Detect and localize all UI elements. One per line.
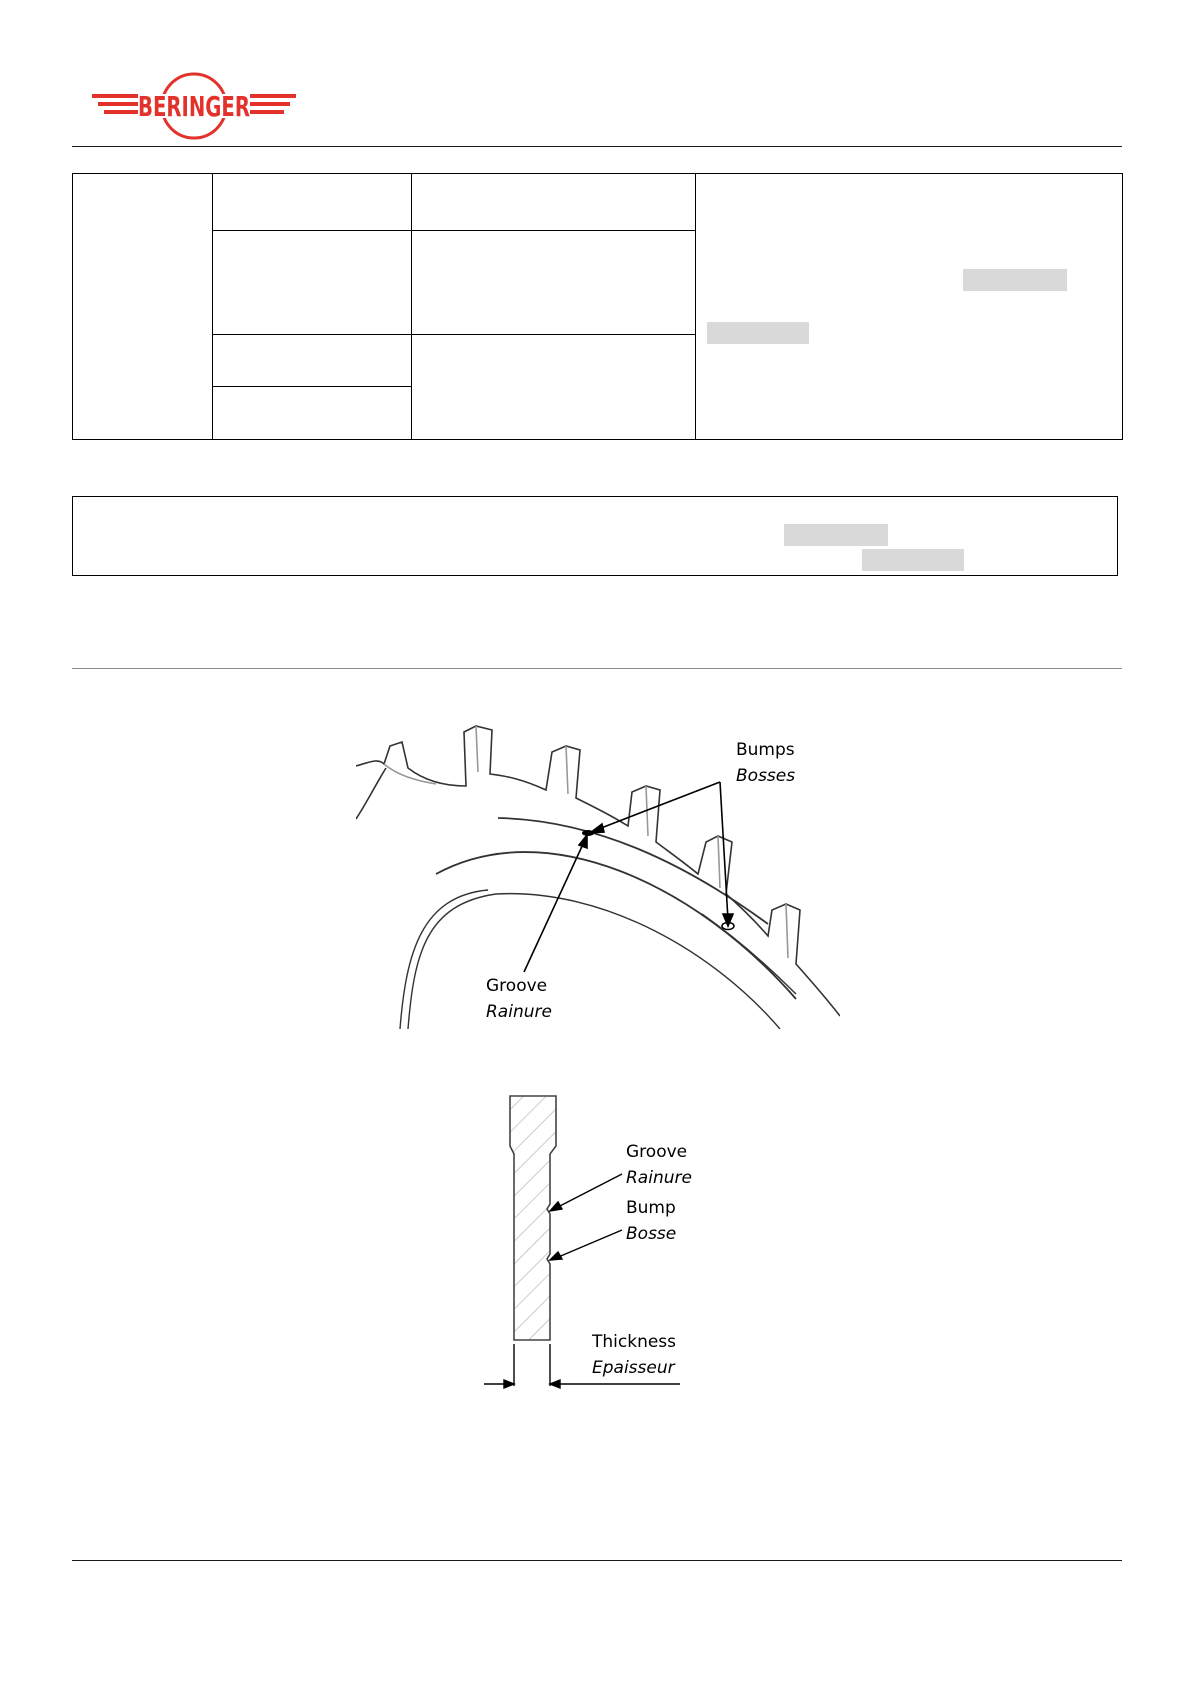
table-cell	[213, 387, 412, 440]
table-cell	[213, 335, 412, 387]
company-logo	[88, 70, 300, 142]
groove-label: Groove	[486, 976, 548, 996]
epaisseur-label: Epaisseur	[592, 1358, 675, 1378]
bumps-label: Bumps	[736, 740, 795, 760]
footer-rule	[72, 1560, 1122, 1561]
sprocket-figure	[356, 724, 840, 1029]
cross-section-figure	[480, 1094, 720, 1394]
redaction-highlight	[707, 322, 809, 344]
rainure-label: Rainure	[626, 1168, 692, 1188]
header-rule	[72, 146, 1122, 147]
table-cell	[412, 174, 696, 231]
table-cell	[412, 231, 696, 335]
groove-label: Groove	[626, 1142, 688, 1162]
bump-label: Bump	[626, 1198, 676, 1218]
bosses-label: Bosses	[736, 766, 796, 786]
redaction-highlight	[784, 524, 888, 546]
table-cell	[73, 174, 213, 440]
table-cell	[412, 335, 696, 440]
table-cell	[213, 174, 412, 231]
beringer-logo-icon	[88, 70, 300, 142]
redaction-highlight	[963, 269, 1067, 291]
logo-wordmark: BERINGER	[138, 90, 250, 123]
bosse-label: Bosse	[626, 1224, 677, 1244]
rainure-label: Rainure	[486, 1002, 552, 1022]
table-cell	[696, 174, 1123, 440]
thickness-label: Thickness	[592, 1332, 677, 1352]
redaction-highlight	[862, 549, 964, 571]
section-rule	[72, 668, 1122, 669]
table-cell	[213, 231, 412, 335]
spec-table	[72, 173, 1123, 440]
